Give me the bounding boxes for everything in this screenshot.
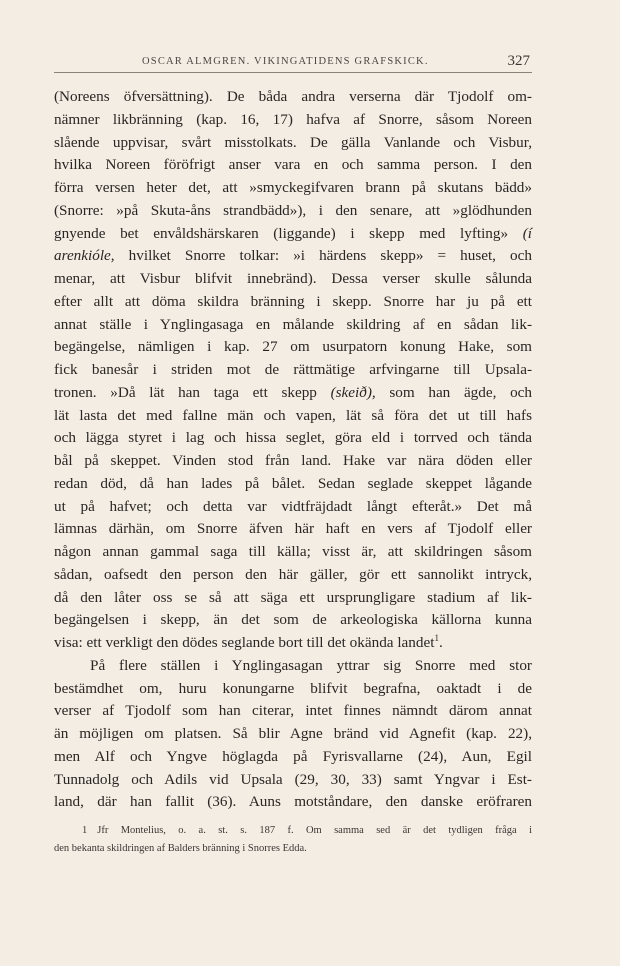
text-line: än möjligen om platsen. Så blir Agne bränd vid Agnefit (kap. 22), [54, 725, 532, 742]
text-line: Tunnadolg och Adils vid Upsala (29, 30, 33) samt Yngvar i Est- [54, 770, 532, 788]
footnote-line: den bekanta skildringen af Balders bränning i Snorres Edda. [54, 842, 307, 854]
footnote-line [54, 822, 532, 840]
text-line: (Snorre: »på Skuta-åns strandbädd»), i den senare, att »glödhunden [54, 201, 532, 219]
text-line: verser af Tjodolf som han citerar, intet finnes nämndt därom annat [54, 702, 532, 720]
text-line: begängelsen i skepp, än det som de arkeologiska källorna kunna [54, 611, 532, 629]
italic-term: (skeið), [330, 383, 376, 401]
text-line: hvilka Noreen föröfrigt anser vara en och samma person. I den [54, 156, 532, 174]
italic-term: (í [522, 224, 532, 242]
text-line: sådan, oafsedt den person den här gäller, gör ett sannolikt intryck, [54, 565, 532, 583]
footnote-text: Jfr Montelius, o. a. st. s. 187 f. Om samma sed är det tydligen fråga i [97, 825, 532, 836]
text-line: annat ställe i Ynglingasaga en målande skildring af en sådan lik- [54, 315, 532, 333]
footnote [54, 822, 532, 857]
text-line: fick banesår i striden mot de rättmätige arfvingarne till Upsala- [54, 361, 532, 378]
text-segment: tronen. »Då lät han taga ett skepp [54, 383, 317, 401]
text-line: bål på skeppet. Vinden stod från land. Hake var nära döden eller [54, 452, 532, 469]
text-line: redan död, då han lades på bålet. Sedan seglade skeppet lågande [54, 474, 532, 492]
text-segment: . [438, 634, 443, 651]
text-line: ut på hafvet; och detta var vidtfräjdadt långt efteråt.» Det må [54, 497, 532, 515]
text-line: men Alf och Yngve höglagda på Fyrisvallarne (24), Aun, Egil [54, 747, 532, 765]
text-line: och lägga styret i lag och hissa seglet, göra eld i torrved och tända [54, 429, 532, 447]
text-line: (Noreens öfversättning). De båda andra verserna där Tjodolf om- [54, 88, 532, 105]
text-line: lämnas därhän, om Snorre äfven här haft en vers af Tjodolf eller [54, 520, 532, 538]
text-segment: visa: ett verkligt den dödes seglande bort till det okända landet [54, 634, 435, 651]
text-segment: gnyende bet envåldshärskaren (liggande) i skepp med lyfting» [54, 224, 509, 242]
page-header [54, 52, 532, 74]
text-line [54, 223, 532, 246]
text-line: slående uppvisar, svårt misstolkats. De gälla Vanlande och Visbur, [54, 133, 532, 151]
text-line: begängelse, nämligen i kap. 27 om usurpatorn konung Hake, som [54, 338, 532, 356]
text-line: land, där han fallit (36). Auns motståndare, den danske eröfraren [54, 793, 532, 811]
text-line: På flere ställen i Ynglingasagan yttrar sig Snorre med stor [90, 656, 532, 674]
header-rule [54, 72, 532, 73]
text-line: nämner likbränning (kap. 16, 17) hafva af Snorre, såsom Noreen [54, 110, 532, 128]
running-title: OSCAR ALMGREN. VIKINGATIDENS GRAFSKICK. [142, 56, 429, 67]
footnote-number: 1 [82, 825, 88, 836]
text-segment: som han ägde, och [375, 383, 533, 401]
text-line: någon annan gammal saga till källa; visst är, att skildringen såsom [54, 543, 532, 560]
italic-term: arenkióle, [54, 247, 115, 265]
text-line [54, 382, 532, 405]
main-text [54, 86, 532, 814]
text-line: menar, att Visbur blifvit innebränd). Dessa verser skulle sålunda [54, 270, 532, 287]
footnote-marker: 1 [434, 632, 439, 643]
page-number: 327 [507, 53, 530, 69]
text-line [54, 632, 532, 655]
text-line: då den låter oss se så att säga ett ursprungligare stadium af lik- [54, 588, 532, 606]
text-line: bestämdhet om, huru konungarne blifvit begrafna, oaktadt i de [54, 679, 532, 697]
text-line: efter allt att döma skildra bränning i skepp. Snorre har ju på ett [54, 292, 532, 310]
text-line [54, 245, 532, 268]
text-segment: hvilket Snorre tolkar: »i härdens skepp» = huset, och [114, 247, 532, 265]
text-line: lät lasta det med fallne män och vapen, lät så föra det ut till hafs [54, 406, 532, 424]
text-line: förra versen heter det, att »smyckegifvaren brann på skutans bädd» [54, 179, 532, 196]
